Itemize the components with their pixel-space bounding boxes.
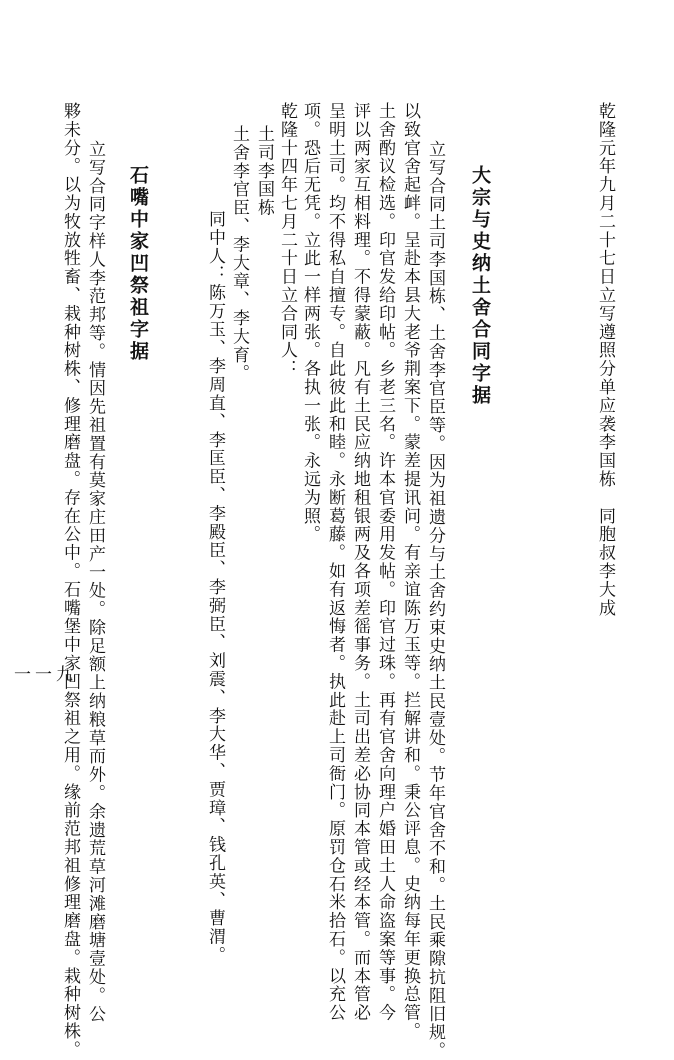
date-signature-line: 乾隆元年九月二十七日立写遵照分单应袭李国栋 同胞叔李大成 — [595, 102, 615, 618]
text-column: 评以两家互相料理。不得蒙蔽。凡有土民应纳地租银两及各项差徭事务。土司出差必协同本管或经本管。而本管必 — [350, 102, 370, 1022]
date-line: 乾隆十四年七月二十日立合同人： — [277, 102, 297, 378]
section-heading-shizui: 石嘴中家凹祭祖字据 — [127, 165, 149, 363]
text-column: 立写合同土司李国栋、土舍李官臣等。因为祖遗分与土舍约束史纳土民壹处。节年官舍不和。土民乘隙抗阻旧规。 — [425, 140, 445, 1060]
text-column: 立写合同字样人李范邦等。情因先祖置有莫家庄田产一处。除足额上纳粮草而外。余遗荒草河滩磨塘壹处。公 — [85, 140, 105, 1024]
page-number: 一一九 — [14, 665, 77, 685]
section-heading-dazong-shina: 大宗与史纳土舍合同字据 — [469, 165, 491, 407]
signatory-tusi: 土司李国栋 — [254, 125, 274, 217]
signatory-tushe: 土舍李官臣、李大章、李大育。 — [229, 125, 249, 383]
text-column: 夥未分。以为牧放牲畜、栽种树株、修理磨盘。存在公中。石嘴堡中家凹祭祖之用。缘前范邦祖修理磨盘。栽种树株。 — [60, 102, 80, 1059]
text-column: 项。恐后无凭。立此一样两张。各执一张。永远为照。 — [300, 102, 320, 544]
text-column: 呈明土司。均不得私自擅专。自此彼此和睦。永断葛藤。如有返悔者。执此赴上司衙门。原罚仓石米拾石。以充公 — [325, 102, 345, 1022]
text-column: 以致官舍起衅。呈赴本县大老爷荆案下。蒙差提讯问。有亲谊陈万玉等。拦解讲和。秉公评息。史纳每年更换总管。 — [400, 102, 420, 1041]
text-column: 土舍酌议检选。印官发给印帖。乡老三名。许本官委用发帖。印官过珠。再有官舍向理户婚田土人命盗案等事。今 — [375, 102, 395, 1022]
witnesses-line: 同中人：陈万玉、李周直、李匡臣、李殿臣、李弼臣、刘震、李大华、贾璋、钱孔英、曹渭。 — [205, 210, 225, 965]
